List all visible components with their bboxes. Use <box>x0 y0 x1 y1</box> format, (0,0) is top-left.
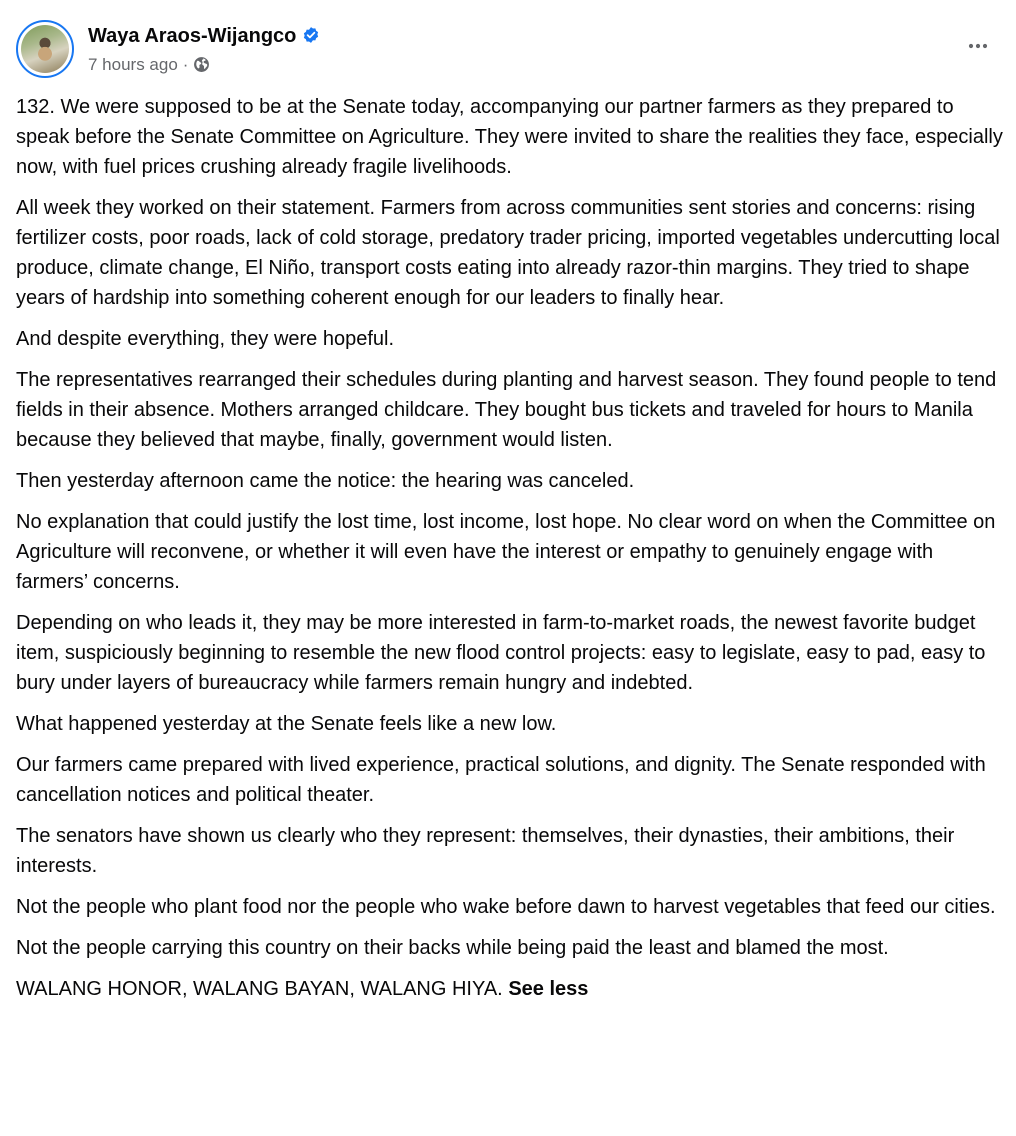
post-paragraph: No explanation that could justify the lost time, lost income, lost hope. No clear word on when the Committee on Agriculture will reconvene, or whether it will even have the interest or empathy to genuinely engage with farmers’ concerns. <box>16 511 996 593</box>
final-line-text: WALANG HONOR, WALANG BAYAN, WALANG HIYA. <box>16 978 503 1000</box>
post-header <box>16 20 1000 80</box>
post-paragraph: What happened yesterday at the Senate feels like a new low. <box>16 713 557 735</box>
author-name-row <box>88 24 320 48</box>
meta-separator: · <box>182 55 189 74</box>
post-body <box>16 92 1004 1015</box>
post-timestamp[interactable]: 7 hours ago <box>88 55 178 74</box>
more-options-button[interactable] <box>958 26 998 66</box>
post-paragraph: The representatives rearranged their schedules during planting and harvest season. They found people to tend fields in their absence. Mothers arranged childcare. They bought bus tickets and traveled for hours to Manila because they believed that maybe, finally, government would listen. <box>16 369 997 451</box>
author-avatar[interactable] <box>16 20 74 78</box>
post-paragraph: Depending on who leads it, they may be more interested in farm-to-market roads, the newest favorite budget item, suspiciously beginning to resemble the new flood control projects: easy to legislate, easy to pad, easy to bury under layers of bureaucracy while farmers remain hungry and indebted. <box>16 612 986 694</box>
post-paragraph: The senators have shown us clearly who they represent: themselves, their dynasties, their ambitions, their interests. <box>16 825 955 877</box>
verified-badge-icon <box>302 26 320 44</box>
post-meta <box>88 54 210 76</box>
avatar-photo <box>21 25 69 73</box>
post-paragraph: Not the people who plant food nor the people who wake before dawn to harvest vegetables that feed our cities. <box>16 896 996 918</box>
author-name[interactable]: Waya Araos-Wijangco <box>88 25 297 47</box>
post-final-line <box>16 974 1004 1004</box>
globe-icon[interactable] <box>193 56 210 73</box>
see-less-button[interactable]: See less <box>508 978 589 1000</box>
post-paragraph: And despite everything, they were hopeful. <box>16 328 395 350</box>
more-options-icon <box>966 34 990 58</box>
post-paragraph: Not the people carrying this country on their backs while being paid the least and blamed the most. <box>16 937 889 959</box>
post-paragraph: Our farmers came prepared with lived experience, practical solutions, and dignity. The Senate responded with cancellation notices and political theater. <box>16 754 986 806</box>
post-paragraph: 132. We were supposed to be at the Senate today, accompanying our partner farmers as they prepared to speak before the Senate Committee on Agriculture. They were invited to share the realities they face, especially now, with fuel prices crushing already fragile livelihoods. <box>16 96 1003 178</box>
post-paragraph: All week they worked on their statement. Farmers from across communities sent stories and concerns: rising fertilizer costs, poor roads, lack of cold storage, predatory trader pricing, imported vegetables undercutting local produce, climate change, El Niño, transport costs eating into already razor-thin margins. They tried to shape years of hardship into something coherent enough for our leaders to finally hear. <box>16 197 1000 309</box>
post-paragraph: Then yesterday afternoon came the notice: the hearing was canceled. <box>16 470 635 492</box>
